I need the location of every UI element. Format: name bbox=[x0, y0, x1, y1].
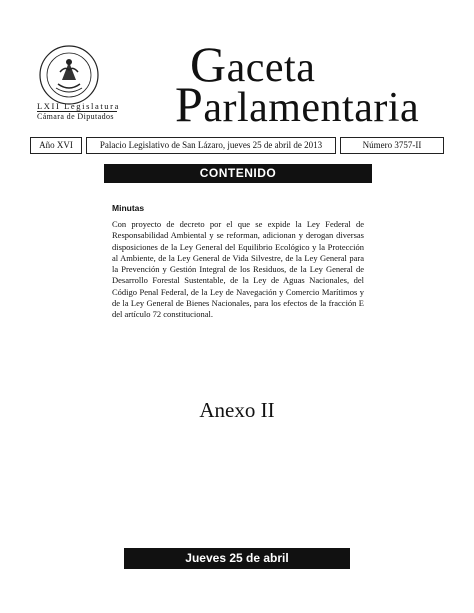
issue-year: Año XVI bbox=[30, 137, 82, 154]
title-initial-p: P bbox=[175, 76, 204, 132]
issue-place-date: Palacio Legislativo de San Lázaro, jueves 25 de abril de 2013 bbox=[86, 137, 336, 154]
title-initial-g: G bbox=[190, 36, 227, 92]
issue-number: Número 3757-II bbox=[340, 137, 444, 154]
legislatura-label: LXII Legislatura bbox=[37, 101, 120, 111]
footer-date-banner: Jueves 25 de abril bbox=[124, 548, 350, 569]
contents-item: Con proyecto de decreto por el que se expide la Ley Federal de Responsabilidad Ambiental y se reforman, adicionan y derogan diversas disposiciones de la Ley General del Equilibrio Ecológico y la Protección al Ambiente, de la Ley General de Vida Silvestre, de la Ley General para la Prevención y Gestión Integral de los Residuos, de la Ley General de Desarrollo Forestal Sustentable, de la Ley de Aguas Nacionales, del Código Penal Federal, de la Ley de Navegación y Comercio Marítimos y de la Ley General de Bienes Nacionales, para los efectos de la fracción E del artículo 72 constitucional. bbox=[112, 219, 364, 320]
coat-of-arms-icon bbox=[38, 44, 100, 106]
title-rest-aceta: aceta bbox=[226, 45, 316, 91]
masthead-title-line2 bbox=[175, 76, 420, 132]
title-rest-arlamentaria: arlamentaria bbox=[203, 85, 420, 131]
camara-label: Cámara de Diputados bbox=[37, 112, 114, 121]
annex-title: Anexo II bbox=[199, 398, 275, 422]
issue-info-bar bbox=[30, 137, 444, 154]
contents-heading: CONTENIDO bbox=[104, 164, 372, 183]
section-title: Minutas bbox=[112, 203, 145, 213]
